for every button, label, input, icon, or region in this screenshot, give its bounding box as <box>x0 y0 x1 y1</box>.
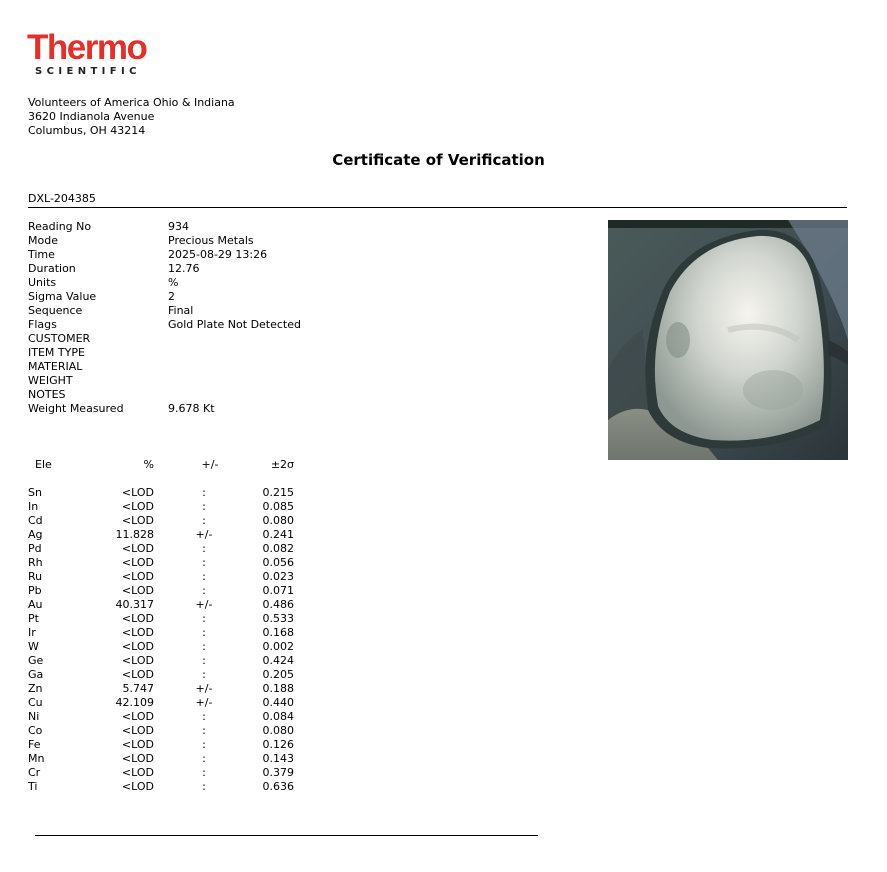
element-symbol: Ir <box>28 626 36 639</box>
element-percent: <LOD <box>121 668 154 681</box>
info-label: Flags <box>28 318 57 331</box>
element-percent: <LOD <box>121 584 154 597</box>
element-percent: 5.747 <box>122 682 154 695</box>
element-two-sigma: 0.071 <box>262 584 294 597</box>
element-plus-minus: : <box>202 584 206 597</box>
customer-address <box>28 96 235 138</box>
info-label: Reading No <box>28 220 92 233</box>
element-percent: <LOD <box>121 640 154 653</box>
info-value: Final <box>168 304 194 317</box>
element-symbol: Co <box>28 724 43 737</box>
element-percent: <LOD <box>121 766 154 779</box>
element-percent: <LOD <box>121 486 154 499</box>
element-percent: <LOD <box>121 752 154 765</box>
signature-line <box>35 835 538 836</box>
element-percent: <LOD <box>121 570 154 583</box>
element-symbol: Pd <box>28 542 42 555</box>
element-plus-minus: : <box>202 542 206 555</box>
element-percent: <LOD <box>121 654 154 667</box>
element-plus-minus: : <box>202 710 206 723</box>
element-plus-minus: : <box>202 654 206 667</box>
element-two-sigma: 0.533 <box>262 612 294 625</box>
element-two-sigma: 0.379 <box>262 766 294 779</box>
element-percent: <LOD <box>121 710 154 723</box>
element-symbol: Pt <box>28 612 39 625</box>
info-label: MATERIAL <box>28 360 83 373</box>
element-symbol: Ti <box>28 780 38 793</box>
info-value: 2 <box>168 290 175 303</box>
element-plus-minus: : <box>202 752 206 765</box>
element-symbol: Au <box>28 598 43 611</box>
element-symbol: Ag <box>28 528 43 541</box>
info-label: WEIGHT <box>28 374 73 387</box>
element-two-sigma: 0.215 <box>262 486 294 499</box>
element-symbol: W <box>28 640 39 653</box>
element-two-sigma: 0.424 <box>262 654 294 667</box>
info-label: Weight Measured <box>28 402 124 415</box>
element-symbol: Zn <box>28 682 43 695</box>
element-plus-minus: : <box>202 556 206 569</box>
element-percent: <LOD <box>121 626 154 639</box>
element-symbol: Ga <box>28 668 44 681</box>
info-label: Units <box>28 276 57 289</box>
element-plus-minus: +/- <box>195 528 213 541</box>
element-two-sigma: 0.056 <box>262 556 294 569</box>
element-percent: <LOD <box>121 738 154 751</box>
sample-camera-image <box>608 220 848 460</box>
info-label: NOTES <box>28 388 66 401</box>
info-label: Time <box>28 248 55 261</box>
element-symbol: Pb <box>28 584 42 597</box>
info-value: 934 <box>168 220 189 233</box>
element-two-sigma: 0.205 <box>262 668 294 681</box>
element-symbol: Ge <box>28 654 44 667</box>
element-symbol: Ru <box>28 570 43 583</box>
info-label: ITEM TYPE <box>28 346 85 359</box>
serial-number: DXL-204385 <box>28 192 96 205</box>
certificate-title: Certificate of Verification <box>332 151 545 169</box>
element-two-sigma: 0.085 <box>262 500 294 513</box>
element-plus-minus: : <box>202 612 206 625</box>
info-value: Precious Metals <box>168 234 254 247</box>
element-two-sigma: 0.080 <box>262 514 294 527</box>
info-value: 9.678 Kt <box>168 402 215 415</box>
element-plus-minus: : <box>202 668 206 681</box>
element-symbol: Cu <box>28 696 43 709</box>
element-plus-minus: +/- <box>195 598 213 611</box>
element-plus-minus: : <box>202 724 206 737</box>
element-two-sigma: 0.440 <box>262 696 294 709</box>
element-symbol: Rh <box>28 556 43 569</box>
element-plus-minus: : <box>202 626 206 639</box>
element-percent: <LOD <box>121 500 154 513</box>
element-plus-minus: : <box>202 766 206 779</box>
info-value: 12.76 <box>168 262 200 275</box>
element-two-sigma: 0.002 <box>262 640 294 653</box>
element-two-sigma: 0.143 <box>262 752 294 765</box>
element-two-sigma: 0.188 <box>262 682 294 695</box>
element-plus-minus: : <box>202 500 206 513</box>
info-label: CUSTOMER <box>28 332 91 345</box>
info-value: % <box>168 276 179 289</box>
element-percent: 42.109 <box>115 696 154 709</box>
scientific-logo-subtitle: SCIENTIFIC <box>35 66 141 77</box>
element-percent: 40.317 <box>115 598 154 611</box>
element-symbol: Fe <box>28 738 41 751</box>
address-line: Volunteers of America Ohio & Indiana <box>28 96 235 109</box>
element-plus-minus: : <box>202 640 206 653</box>
element-percent: <LOD <box>121 556 154 569</box>
column-header-plus-minus: +/- <box>201 458 219 471</box>
element-symbol: In <box>28 500 39 513</box>
element-two-sigma: 0.084 <box>262 710 294 723</box>
info-value: 2025-08-29 13:26 <box>168 248 268 261</box>
element-symbol: Cd <box>28 514 43 527</box>
element-plus-minus: : <box>202 570 206 583</box>
element-plus-minus: : <box>202 486 206 499</box>
element-two-sigma: 0.126 <box>262 738 294 751</box>
element-two-sigma: 0.636 <box>262 780 294 793</box>
element-symbol: Sn <box>28 486 42 499</box>
element-percent: <LOD <box>121 780 154 793</box>
element-percent: <LOD <box>121 612 154 625</box>
element-two-sigma: 0.023 <box>262 570 294 583</box>
element-percent: <LOD <box>121 724 154 737</box>
element-percent: <LOD <box>121 542 154 555</box>
address-line: 3620 Indianola Avenue <box>28 110 155 123</box>
info-label: Sigma Value <box>28 290 97 303</box>
element-plus-minus: : <box>202 780 206 793</box>
element-plus-minus: +/- <box>195 696 213 709</box>
info-label: Mode <box>28 234 58 247</box>
element-symbol: Ni <box>28 710 40 723</box>
element-two-sigma: 0.486 <box>262 598 294 611</box>
element-symbol: Cr <box>28 766 41 779</box>
column-header-element: Ele <box>35 458 52 471</box>
address-line: Columbus, OH 43214 <box>28 124 146 137</box>
element-plus-minus: : <box>202 738 206 751</box>
header-divider <box>28 207 847 208</box>
element-two-sigma: 0.168 <box>262 626 294 639</box>
info-label: Duration <box>28 262 76 275</box>
column-header-percent: % <box>143 458 154 471</box>
column-header-two-sigma: ±2σ <box>270 458 294 471</box>
element-percent: 11.828 <box>115 528 154 541</box>
element-symbol: Mn <box>28 752 45 765</box>
element-percent: <LOD <box>121 514 154 527</box>
element-two-sigma: 0.082 <box>262 542 294 555</box>
element-plus-minus: +/- <box>195 682 213 695</box>
element-plus-minus: : <box>202 514 206 527</box>
info-label: Sequence <box>28 304 83 317</box>
element-two-sigma: 0.080 <box>262 724 294 737</box>
thermo-logo: Thermo <box>27 28 147 67</box>
info-value: Gold Plate Not Detected <box>168 318 301 331</box>
element-two-sigma: 0.241 <box>262 528 294 541</box>
